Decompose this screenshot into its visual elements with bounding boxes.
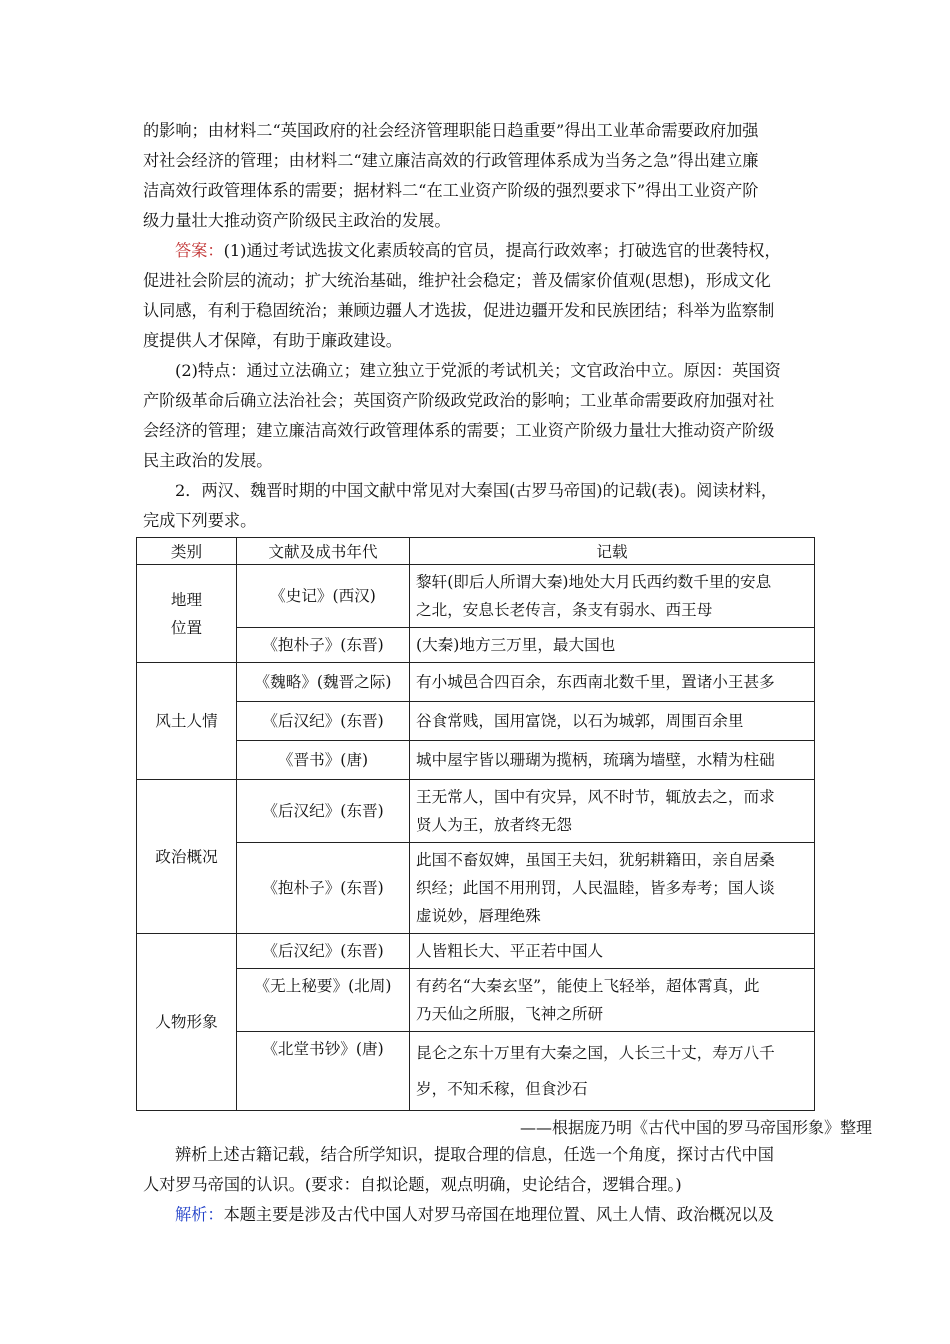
answer-line [175, 241, 825, 261]
record-line: 昆仑之东十万里有大秦之国，人长三十丈，寿万八千 [416, 1044, 775, 1062]
answer-text: (1)通过考试选拔文化素质较高的官员，提高行政效率；打破选官的世袭特权， [223, 241, 781, 260]
text-line: (2)特点：通过立法确立；建立独立于党派的考试机关；文官政治中立。原因：英国资 [175, 361, 781, 380]
text-line: 对社会经济的管理；由材料二“建立廉洁高效的行政管理体系成为当务之急”得出建立廉 [143, 151, 759, 170]
record-line: 虚说妙，唇理绝殊 [416, 907, 541, 925]
record-line: 之北，安息长老传言，条支有弱水、西王母 [416, 601, 713, 619]
text-line: 级力量壮大推动资产阶级民主政治的发展。 [143, 211, 451, 230]
table-row [137, 969, 815, 1032]
text-line: 认同感，有利于稳固统治；兼顾边疆人才选拔，促进边疆开发和民族团结；科举为监察制 [143, 301, 775, 320]
record-line: 岁，不知禾稼，但食沙石 [416, 1080, 588, 1098]
record-cell: (大秦)地方三万里，最大国也 [410, 628, 815, 663]
table-row [137, 663, 815, 702]
record-line: 黎轩(即后人所谓大秦)地处大月氏西约数千里的安息 [416, 573, 772, 591]
category-cell: 人物形象 [137, 934, 237, 1111]
category-cell: 风土人情 [137, 663, 237, 780]
record-line: 贤人为王，放者终无怨 [416, 816, 572, 834]
record-cell: 有小城邑合四百余，东西南北数千里，置诸小王甚多 [410, 663, 815, 702]
category-cell [137, 565, 237, 663]
record-cell [410, 780, 815, 843]
table-row [137, 934, 815, 969]
task-line: 人对罗马帝国的认识。(要求：自拟论题，观点明确，史论结合，逻辑合理。) [143, 1175, 682, 1194]
record-cell [410, 843, 815, 934]
record-line: 织经；此国不用刑罚，人民温睦，皆多寿考；国人谈 [416, 879, 775, 897]
analysis-label: 解析： [175, 1205, 224, 1224]
header-source: 文献及成书年代 [237, 538, 410, 565]
record-cell: 城中屋宇皆以珊瑚为揽柄，琉璃为墙壁，水精为柱础 [410, 741, 815, 780]
text-line: 民主政治的发展。 [143, 451, 273, 470]
record-cell [410, 565, 815, 628]
table-row [137, 843, 815, 934]
source-attribution: ——根据庞乃明《古代中国的罗马帝国形象》整理 [520, 1118, 873, 1137]
table-row [137, 741, 815, 780]
question-line: 完成下列要求。 [143, 511, 257, 530]
source-cell: 《后汉纪》(东晋) [237, 702, 410, 741]
record-line: 有药名“大秦玄坚”，能使上飞轻举，超体霄真，此 [416, 977, 760, 995]
source-cell: 《晋书》(唐) [237, 741, 410, 780]
records-table [136, 537, 815, 1111]
record-line: 乃天仙之所服，飞神之所研 [416, 1005, 604, 1023]
record-cell: 人皆粗长大、平正若中国人 [410, 934, 815, 969]
source-cell: 《魏略》(魏晋之际) [237, 663, 410, 702]
record-cell [410, 1032, 815, 1111]
table-row [137, 1032, 815, 1111]
table-row [137, 628, 815, 663]
text-line: 洁高效行政管理体系的需要；据材料二“在工业资产阶级的强烈要求下”得出工业资产阶 [143, 181, 759, 200]
record-line: 王无常人，国中有灾异，风不时节，辄放去之，而求 [416, 788, 775, 806]
text-line: 产阶级革命后确立法治社会；英国资产阶级政党政治的影响；工业革命需要政府加强对社 [143, 391, 775, 410]
record-cell: 谷食常贱，国用富饶，以石为城郭，周围百余里 [410, 702, 815, 741]
source-cell: 《史记》(西汉) [237, 565, 410, 628]
table-row [137, 565, 815, 628]
analysis-line [175, 1205, 825, 1225]
text-line: 的影响；由材料二“英国政府的社会经济管理职能日趋重要”得出工业革命需要政府加强 [143, 121, 759, 140]
table-row [137, 702, 815, 741]
source-cell: 《北堂书钞》(唐) [237, 1032, 410, 1111]
table-header-row [137, 538, 815, 565]
table-row [137, 780, 815, 843]
record-cell [410, 969, 815, 1032]
text-line: 度提供人才保障，有助于廉政建设。 [143, 331, 402, 350]
text-line: 促进社会阶层的流动；扩大统治基础，维护社会稳定；普及儒家价值观(思想)，形成文化 [143, 271, 771, 290]
source-cell: 《抱朴子》(东晋) [237, 843, 410, 934]
category-cell: 政治概况 [137, 780, 237, 934]
source-cell: 《后汉纪》(东晋) [237, 934, 410, 969]
header-category: 类别 [137, 538, 237, 565]
source-cell: 《无上秘要》(北周) [237, 969, 410, 1032]
source-cell: 《后汉纪》(东晋) [237, 780, 410, 843]
question-line: 2．两汉、魏晋时期的中国文献中常见对大秦国(古罗马帝国)的记载(表)。阅读材料， [175, 481, 778, 500]
source-cell: 《抱朴子》(东晋) [237, 628, 410, 663]
category-label: 地理 [170, 590, 203, 609]
analysis-text: 本题主要是涉及古代中国人对罗马帝国在地理位置、风土人情、政治概况以及 [223, 1205, 774, 1224]
record-line: 此国不畜奴婢，虽国王夫妇，犹躬耕籍田，亲自居桑 [416, 851, 775, 869]
task-line: 辨析上述古籍记载，结合所学知识，提取合理的信息，任选一个角度，探讨古代中国 [175, 1145, 774, 1164]
text-line: 会经济的管理；建立廉洁高效行政管理体系的需要；工业资产阶级力量壮大推动资产阶级 [143, 421, 775, 440]
header-record: 记载 [410, 538, 815, 565]
category-label: 位置 [170, 618, 203, 637]
answer-label: 答案： [175, 241, 224, 260]
